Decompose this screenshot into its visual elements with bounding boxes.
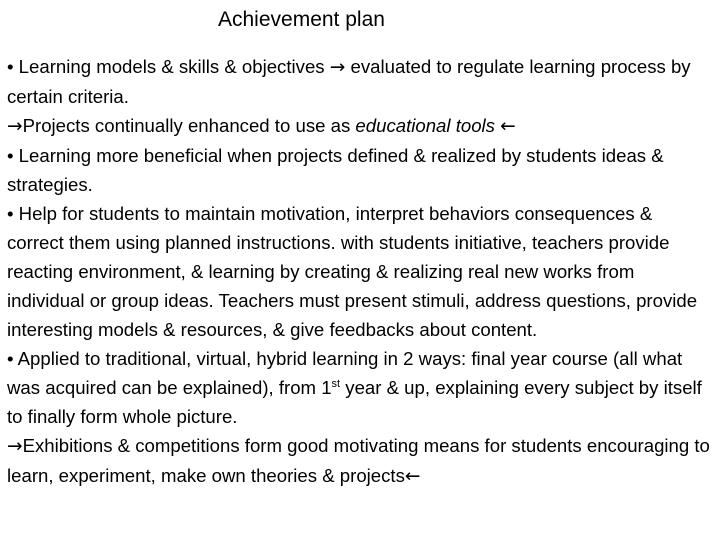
paragraph-3 (7, 141, 713, 199)
paragraph-2 (7, 111, 713, 141)
slide-title: Achievement plan (218, 8, 385, 31)
arrow-right-icon: → (329, 57, 346, 78)
slide-body (7, 52, 713, 491)
arrow-left-icon: ← (500, 116, 516, 137)
arrow-right-icon: → (7, 116, 23, 137)
paragraph-3-text: Learning more beneficial when projects defined & realized by students ideas & strategies. (7, 145, 664, 195)
paragraph-5 (7, 344, 713, 431)
paragraph-1-text-a: Learning models & skills & objectives (13, 56, 330, 77)
paragraph-4-text: Help for students to maintain motivation, interpret behaviors consequences & correct them using planned instructions. with students initiative, teachers provide reacting environment, & learning by creating & realizing real new works from individual or group ideas. Teachers must present stimuli, address questions, provide interesting models & resources, & give feedbacks about content. (7, 203, 698, 340)
bullet: • (7, 145, 14, 166)
paragraph-1-text-b: evaluated to regulate learning process by certain criteria. (7, 56, 691, 107)
bullet: • (7, 56, 14, 77)
arrow-right-icon: → (7, 436, 23, 457)
bullet: • (7, 203, 14, 224)
paragraph-5-text-b: year & up, explaining every subject by itself to finally form whole picture. (7, 377, 702, 427)
paragraph-2-text-a: Projects continually enhanced to use as (22, 115, 356, 136)
paragraph-4 (7, 199, 713, 344)
superscript-st: st (331, 377, 341, 390)
bullet: • (7, 348, 14, 369)
paragraph-6-text: Exhibitions & competitions form good motivating means for students encouraging to learn, experiment, make own theories & projects (7, 435, 710, 486)
paragraph-5-text-a: Applied to traditional, virtual, hybrid learning in 2 ways: final year course (all what was acquired can be explained), from 1 (7, 348, 683, 398)
arrow-left-icon: ← (404, 466, 421, 487)
paragraph-6 (7, 431, 713, 491)
paragraph-2-emphasis: educational tools (355, 115, 495, 136)
paragraph-1 (7, 52, 713, 111)
